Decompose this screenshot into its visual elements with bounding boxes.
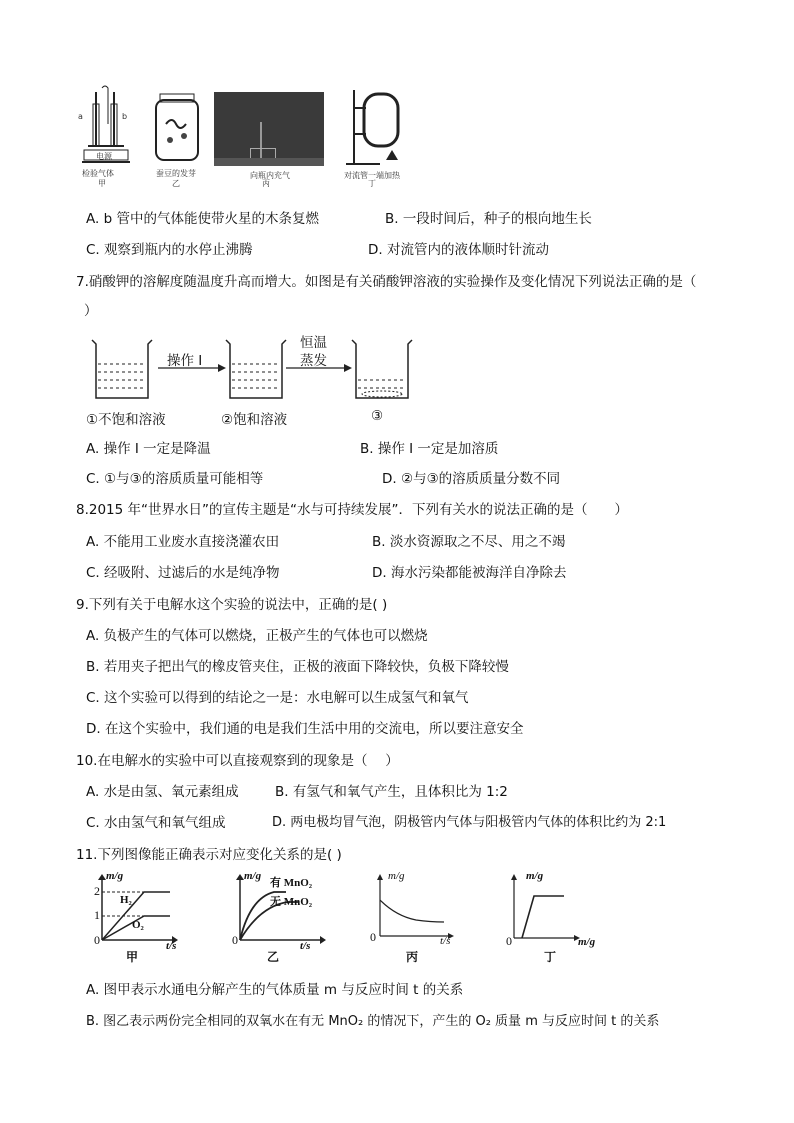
- q11-jia-tick-1: 1: [94, 908, 100, 922]
- q10-option-d: D. 两电极均冒气泡，阴极管内气体与阳极管内气体的体积比约为 2:1: [272, 815, 667, 830]
- fig-ab-a: a: [78, 112, 83, 121]
- q11-stem: 11.下列图像能正确表示对应变化关系的是( ): [76, 847, 342, 863]
- q11-yi-line-label-without: 无 MnO₂: [270, 896, 313, 908]
- q11-yi-caption: 乙: [267, 950, 280, 964]
- q11-option-a: A. 图甲表示水通电分解产生的气体质量 m 与反应时间 t 的关系: [86, 982, 464, 998]
- q7-beaker2-label: ②饱和溶液: [221, 412, 288, 428]
- boiling-water-photo: [214, 92, 324, 166]
- q7-arrow1-label: 操作 I: [167, 353, 203, 369]
- q6-option-c: C. 观察到瓶内的水停止沸腾: [86, 242, 253, 258]
- q9-option-c: C. 这个实验可以得到的结论之一是：水电解可以生成氢气和氧气: [86, 690, 469, 706]
- q6-option-a: A. b 管中的气体能使带火星的木条复燃: [86, 211, 319, 227]
- q11-yi-xlabel: t/s: [300, 940, 311, 952]
- q8-option-b: B. 淡水资源取之不尽、用之不竭: [372, 534, 566, 550]
- q11-jia-ylabel: m/g: [106, 870, 124, 882]
- q7-option-d: D. ②与③的溶质质量分数不同: [382, 471, 561, 487]
- q7-beaker-diagram: [86, 336, 426, 406]
- fig-sublabel-1: 检验气体: [82, 169, 114, 178]
- seed-jar-image: [148, 84, 208, 174]
- q11-jia-tick-0: 0: [94, 933, 100, 947]
- q11-yi-line-label-with: 有 MnO₂: [270, 877, 313, 889]
- fig-sublabel-2: 蚕豆的发芽: [156, 169, 196, 178]
- q7-beaker1-label: ①不饱和溶液: [86, 412, 166, 428]
- q9-option-a: A. 负极产生的气体可以燃烧，正极产生的气体也可以燃烧: [86, 628, 428, 644]
- q11-jia-xlabel: t/s: [166, 940, 177, 952]
- q7-option-c: C. ①与③的溶质质量可能相等: [86, 471, 264, 487]
- q10-option-a: A. 水是由氢、氧元素组成: [86, 784, 239, 800]
- q11-ding-ylabel: m/g: [526, 870, 544, 882]
- q7-arrow2-label-line2: 蒸发: [300, 353, 327, 369]
- q6-option-b: B. 一段时间后，种子的根向地生长: [385, 211, 592, 227]
- q9-option-d: D. 在这个实验中，我们通的电是我们生活中用的交流电，所以要注意安全: [86, 721, 524, 737]
- fig-caption-bing: 丙: [262, 179, 270, 188]
- q7-beaker3-label: ③: [371, 408, 384, 424]
- q11-jia-o2-label: O₂: [132, 919, 144, 931]
- q11-ding-origin: 0: [506, 934, 512, 948]
- q8-option-c: C. 经吸附、过滤后的水是纯净物: [86, 565, 280, 581]
- q11-ding-caption: 丁: [544, 950, 557, 964]
- q11-option-b: B. 图乙表示两份完全相同的双氧水在有无 MnO₂ 的情况下，产生的 O₂ 质量 m 与反应时间 t 的关系: [86, 1014, 660, 1029]
- q9-option-b: B. 若用夹子把出气的橡皮管夹住，正极的液面下降较快，负极下降较慢: [86, 659, 509, 675]
- q11-bing-ylabel: m/g: [388, 870, 405, 882]
- q6-option-d: D. 对流管内的液体顺时针流动: [368, 242, 549, 258]
- q11-jia-caption: 甲: [126, 950, 139, 964]
- fig-power-label: 电源: [96, 152, 112, 161]
- q11-bing-xlabel: t/s: [440, 935, 451, 947]
- q10-option-c: C. 水由氢气和氧气组成: [86, 815, 226, 831]
- fig-caption-yi: 乙: [172, 179, 180, 188]
- q11-jia-h2-label: H₂: [120, 894, 132, 906]
- q10-stem: 10.在电解水的实验中可以直接观察到的现象是（ ）: [76, 753, 399, 769]
- q9-stem: 9.下列有关于电解水这个实验的说法中，正确的是( ): [76, 597, 388, 613]
- q11-ding-xlabel: m/g: [578, 936, 596, 948]
- q11-yi-ylabel: m/g: [244, 870, 262, 882]
- fig-caption-jia: 甲: [98, 179, 106, 188]
- q7-option-a: A. 操作 I 一定是降温: [86, 441, 211, 457]
- q11-yi-origin: 0: [232, 933, 238, 947]
- convection-tube-image: [340, 84, 420, 174]
- q8-option-a: A. 不能用工业废水直接浇灌农田: [86, 534, 280, 550]
- q8-option-d: D. 海水污染都能被海洋自净除去: [372, 565, 567, 581]
- q10-option-b: B. 有氢气和氧气产生，且体积比为 1:2: [275, 784, 508, 800]
- q8-stem: 8.2015 年“世界水日”的宣传主题是“水与可持续发展”．下列有关水的说法正确的是（ ）: [76, 502, 629, 518]
- q11-jia-tick-2: 2: [94, 884, 100, 898]
- q11-graph-bing: [366, 872, 466, 952]
- q7-arrow2-label-line1: 恒温: [300, 335, 327, 351]
- fig-ab-b: b: [122, 112, 128, 121]
- fig-caption-ding: 丁: [368, 179, 376, 188]
- q11-bing-caption: 丙: [406, 950, 419, 964]
- fig-sublabel-3: 向瓶内充气: [250, 171, 290, 180]
- q7-option-b: B. 操作 I 一定是加溶质: [360, 441, 499, 457]
- q11-bing-origin: 0: [370, 930, 376, 944]
- q7-stem-line2: ）: [84, 303, 98, 319]
- q7-stem-line1: 7.硝酸钾的溶解度随温度升高而增大。如图是有关硝酸钾溶液的实验操作及变化情况下列说法正确的是（: [76, 274, 697, 290]
- fig-sublabel-4: 对流管一端加热: [344, 171, 400, 180]
- q6-figure-strip: [76, 84, 426, 189]
